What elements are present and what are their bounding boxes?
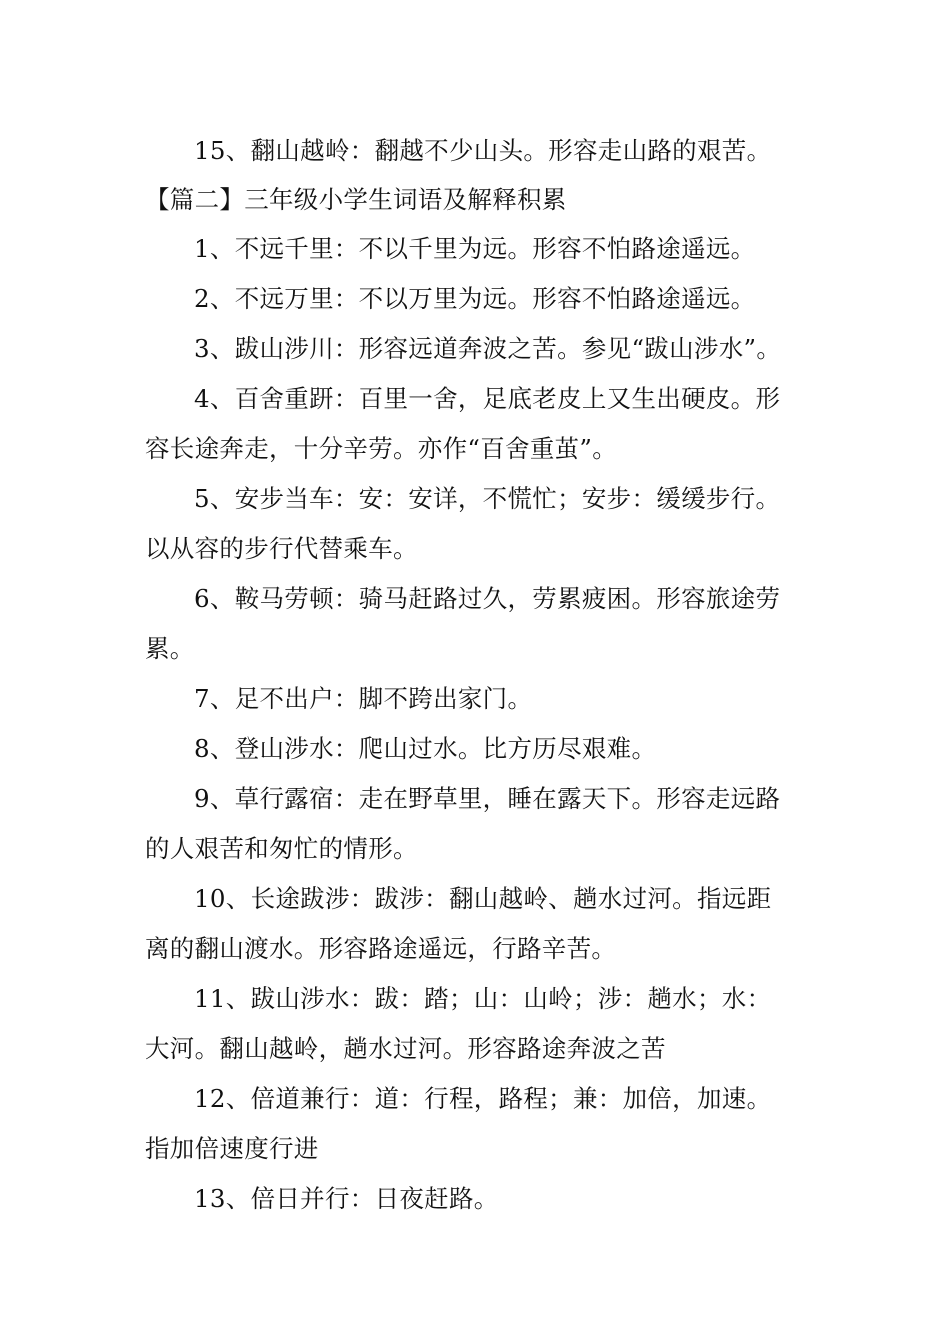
text-line: 8、登山涉水：爬山过水。比方历尽艰难。 [194,734,657,763]
text-line: 13、倍日并行：日夜赶路。 [194,1184,499,1213]
document-body [145,126,810,1224]
text-line: 9、草行露宿：走在野草里，睡在露天下。形容走远路 [194,784,781,813]
text-line: 5、安步当车：安：安详，不慌忙；安步：缓缓步行。 [194,484,781,513]
text-line: 15、翻山越岭：翻越不少山头。形容走山路的艰苦。 [194,136,772,165]
text-line: 4、百舍重趼：百里一舍，足底老皮上又生出硬皮。形 [194,384,781,413]
text-line: 11、跋山涉水：跋：踏；山：山岭；涉：趟水；水： [194,984,772,1013]
text-line: 6、鞍马劳顿：骑马赶路过久，劳累疲困。形容旅途劳 [194,584,781,613]
text-line: 离的翻山渡水。形容路途遥远，行路辛苦。 [145,934,617,963]
section-heading: 【篇二】三年级小学生词语及解释积累 [145,185,567,214]
text-line: 2、不远万里：不以万里为远。形容不怕路途遥远。 [194,284,756,313]
text-line: 累。 [145,634,195,663]
text-line: 7、足不出户：脚不跨出家门。 [194,684,533,713]
text-line: 指加倍速度行进 [145,1134,319,1163]
text-line: 10、长途跋涉：跋涉：翻山越岭、趟水过河。指远距 [194,884,772,913]
text-line: 1、不远千里：不以千里为远。形容不怕路途遥远。 [194,234,756,263]
text-line: 大河。翻山越岭，趟水过河。形容路途奔波之苦 [145,1034,666,1063]
text-line: 12、倍道兼行：道：行程，路程；兼：加倍，加速。 [194,1084,772,1113]
text-line: 的人艰苦和匆忙的情形。 [145,834,418,863]
text-line: 容长途奔走，十分辛劳。亦作“百舍重茧”。 [145,434,618,463]
text-line: 3、跋山涉川：形容远道奔波之苦。参见“跋山涉水”。 [194,334,782,363]
text-line: 以从容的步行代替乘车。 [145,534,418,563]
